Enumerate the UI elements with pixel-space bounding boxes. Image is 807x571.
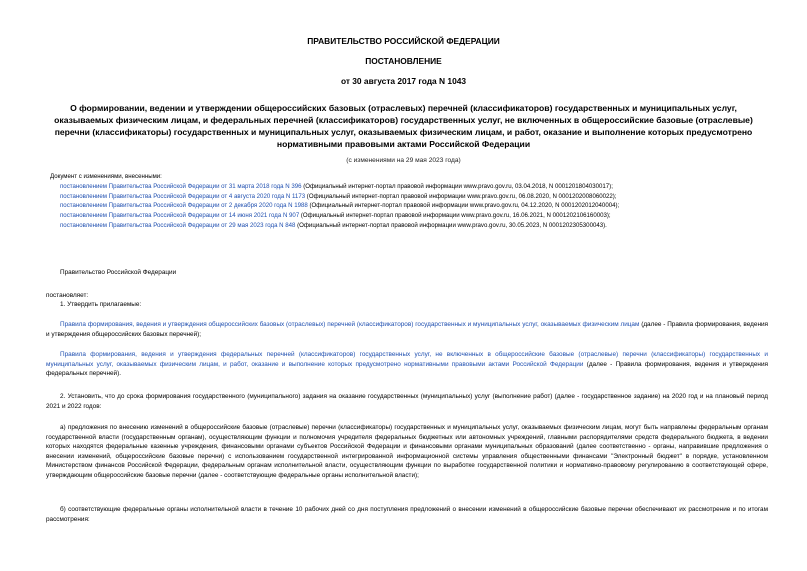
change-item (50, 211, 770, 221)
title-line: О формировании, ведении и утверждении общероссийских базовых (отраслевых) перечней (классификаторов) государственных и муниципальных услуг, (70, 103, 737, 113)
change-source: (Официальный интернет-портал правовой информации www.pravo.gov.ru, 16.06.2021, N 0001202106160003); (299, 212, 611, 220)
title-line: оказываемых физическим лицам, и федеральных перечней (классификаторов) государственных услуг, не включенных в общероссийские базовые (отраслевые) (54, 115, 753, 125)
change-link[interactable]: постановлением Правительства Российской Федерации от 4 августа 2020 года N 1173 (60, 192, 306, 200)
change-source: (Официальный интернет-портал правовой информации www.pravo.gov.ru, 06.08.2020, N 0001202008060022); (305, 192, 617, 200)
decides-text: постановляет: (46, 292, 89, 299)
title-line: нормативными правовыми актами Российской Федерации (276, 139, 531, 149)
change-link[interactable]: постановлением Правительства Российской Федерации от 2 декабря 2020 года N 1988 (60, 202, 308, 210)
change-source: (Официальный интернет-портал правовой информации www.pravo.gov.ru, 04.12.2020, N 0001202012040004); (307, 202, 620, 210)
paragraph-2b: б) соответствующие федеральные органы исполнительной власти в течение 10 рабочих дней со дня поступления предложений о внесении изменений в общероссийские базовые перечни обеспечивают их рассмотрение и по итогам рассмотрения: (46, 506, 768, 523)
rules-1-paragraph (46, 320, 768, 339)
change-source: (Официальный интернет-портал правовой информации www.pravo.gov.ru, 30.05.2023, N 0001202305300043). (295, 221, 607, 229)
change-link[interactable]: постановлением Правительства Российской Федерации от 31 марта 2018 года N 396 (60, 182, 302, 190)
title-line: перечни (классификаторы) государственных и муниципальных услуг, оказываемых физическим лицам, и работ, оказание и выполнение которых предусмотрено (54, 127, 753, 137)
government-ref: Правительство Российской Федерации (60, 269, 177, 276)
change-link[interactable]: постановлением Правительства Российской Федерации от 14 июня 2021 года N 907 (60, 212, 300, 220)
paragraph-1: 1. Утвердить прилагаемые: (60, 301, 142, 308)
government-heading: ПРАВИТЕЛЬСТВО РОССИЙСКОЙ ФЕДЕРАЦИИ (307, 36, 500, 46)
paragraph-2a: а) предложения по внесению изменений в общероссийские базовые (отраслевые) перечни (классификаторы) государственных и муниципальных услуг, оказываемых физическим лицам, могут быть направлены федеральным органам государственной власти (государственным органам), осуществляющим функции и полномочия учредителя федеральных бюджетных или автономных учреждений, главными распорядителями средств федерального бюджета, в ведении которых находятся федеральные казенные учреждения, финансовыми органами субъектов Российской Федерации и финансовыми органами муниципальных образований (далее соответственно - органы, направившие предложения о внесении изменений, общероссийские базовые перечни) с использованием государственной интегрированной информационной системы управления общественными финансами "Электронный бюджет" в порядке, установленном Министерством финансов Российской Федерации, федеральным органам исполнительной власти, осуществляющим функции по выработке государственной политики и нормативно-правовому регулированию в соответствующей сфере, утверждающим общероссийские базовые перечни (далее - соответствующие федеральные органы исполнительной власти); (46, 424, 768, 479)
change-item (50, 201, 770, 211)
changes-list (50, 172, 770, 231)
rules-2-rest: (далее - Правила формирования, ведения и утверждения федеральных перечней). (46, 360, 768, 378)
rules-2-paragraph (46, 350, 768, 379)
document-date-number: от 30 августа 2017 года N 1043 (340, 76, 467, 86)
change-link[interactable]: постановлением Правительства Российской Федерации от 29 мая 2023 года N 848 (60, 221, 296, 229)
rules-1-rest: (далее - Правила формирования, ведения и утверждения общероссийских базовых перечней); (46, 321, 769, 338)
document-title (40, 102, 767, 150)
change-item (50, 221, 770, 231)
document-type: ПОСТАНОВЛЕНИЕ (365, 56, 442, 66)
changes-heading: Документ с изменениями, внесенными: (50, 173, 162, 180)
paragraph-2: 2. Установить, что до срока формирования государственного (муниципального) задания на оказание государственных (муниципальных) услуг (выполнение работ) (далее - государственное задание) на 2020 год и на плановый период 2021 и 2022 годов: (46, 393, 768, 410)
change-item (50, 192, 770, 202)
change-source: (Официальный интернет-портал правовой информации www.pravo.gov.ru, 03.04.2018, N 0001201804030017); (301, 182, 613, 190)
change-item (50, 182, 770, 192)
revision-note: (с изменениями на 29 мая 2023 года) (346, 157, 461, 164)
rules-2-link[interactable]: Правила формирования, ведения и утверждения федеральных перечней (классификаторов) государственных услуг, не включенных в общероссийские базовые (отраслевые) перечни (классификаторы) государственных и муниципальных услуг, оказываемых физическим лицам, и работ, оказание и выполнение которых предусмотрено нормативными правовыми актами Российской Федерации (46, 351, 768, 368)
rules-1-link[interactable]: Правила формирования, ведения и утверждения общероссийских базовых (отраслевых) перечней (классификаторов) государственных и муниципальных услуг, оказываемых физическим лицам (60, 321, 640, 328)
